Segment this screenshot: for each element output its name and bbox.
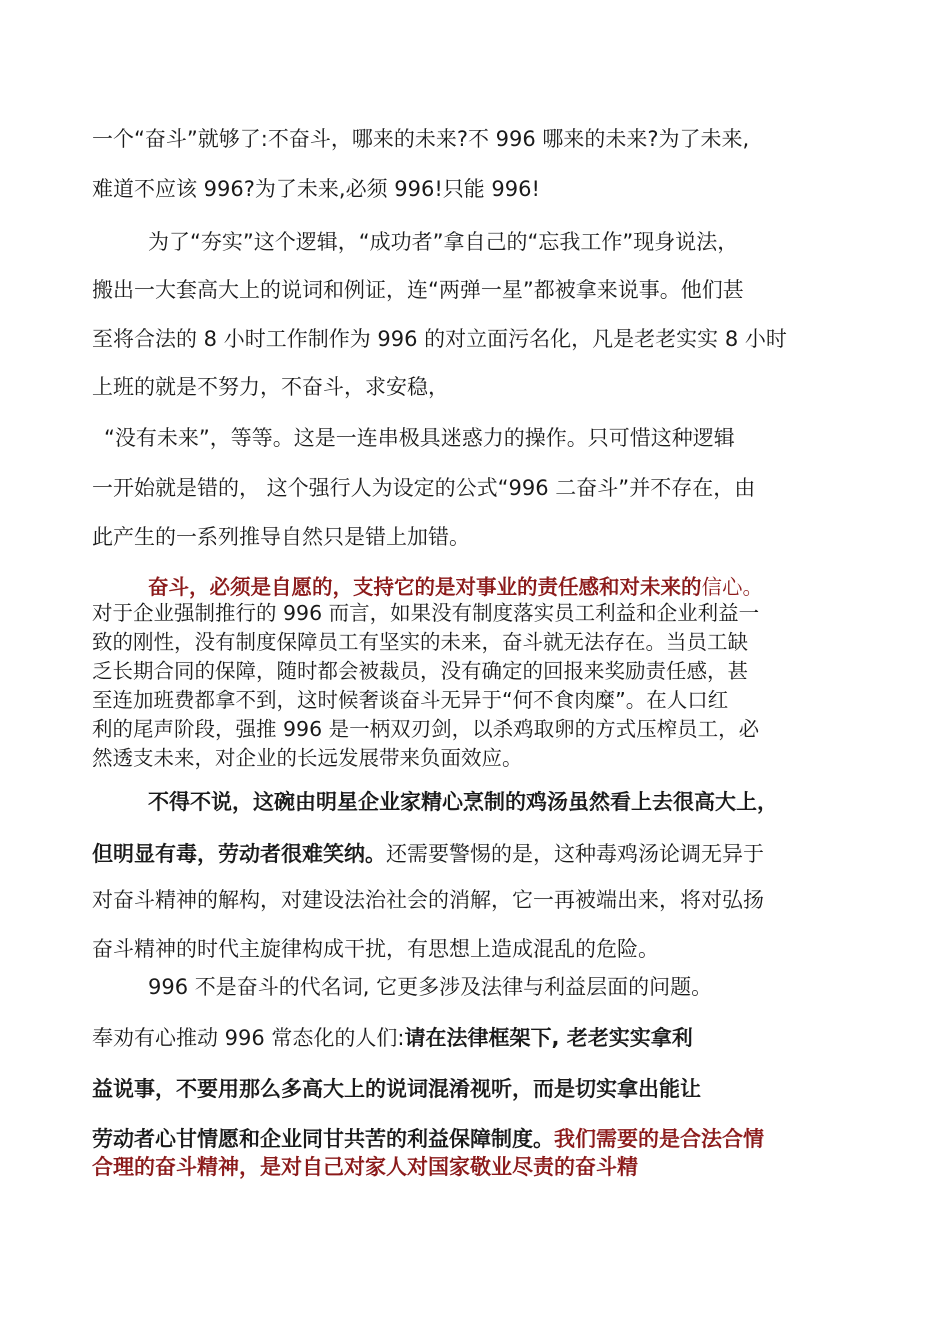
p2-line-1: 为了“夯实”这个逻辑，“成功者”拿自己的“忘我工作”现身说法， [148,230,739,254]
p2-line-2: 搬出一大套高大上的说词和例证，连“两弹一星”都被拿来说事。他们甚 [92,278,744,302]
p2-line-4: 上班的就是不努力，不奋斗，求安稳， [92,375,449,399]
p5-line-1: 996 不是奋斗的代名词, 它更多涉及法律与利益层面的问题。 [148,975,713,999]
p4-line-1: 不得不说，这碗由明星企业家精心烹制的鸡汤虽然看上去很高大上， [148,790,778,814]
p2-line-3: 至将合法的 8 小时工作制作为 996 的对立面污名化，凡是老老实实 8 小时 [92,327,787,351]
p4-line-4: 奋斗精神的时代主旋律构成干扰，有思想上造成混乱的危险。 [92,937,659,961]
p3-line-1 [148,575,918,600]
p6-line-2: 益说事，不要用那么多高大上的说词混淆视听，而是切实拿出能让 [92,1077,701,1101]
p2-line-5: “没有未来”，等等。这是一连串极具迷惑力的操作。只可惜这种逻辑 [104,426,735,450]
p6-emphasis-red: 我们需要的是合法合情 [554,1127,764,1151]
p3-line-7: 然透支未来，对企业的长远发展带来负面效应。 [92,746,523,770]
p6-line-1-bold: 请在法律框架下, 老老实实拿利 [404,1026,693,1050]
p6-line-1-plain: 奉劝有心推动 996 常态化的人们: [92,1026,405,1050]
p3-line-4: 乏长期合同的保障，随时都会被裁员，没有确定的回报来奖励责任感，甚 [92,659,748,683]
p2-line-7: 此产生的一系列推导自然只是错上加错。 [92,525,470,549]
p3-emphasis: 奋斗，必须是自愿的，支持它的是对事业的责任感和对未来的 [148,575,702,599]
p4-line-2-rest: 还需要警惕的是，这种毒鸡汤论调无异于 [386,842,764,866]
p2-line-6: 一开始就是错的， 这个强行人为设定的公式“996 二奋斗”并不存在，由 [92,476,756,500]
p4-line-3: 对奋斗精神的解构，对建设法治社会的消解，它一再被端出来，将对弘扬 [92,888,764,912]
p1-line-1: 一个“奋斗”就够了:不奋斗，哪来的未来?不 996 哪来的未来?为了未来, [92,127,750,151]
p6-line-4: 合理的奋斗精神，是对自己对家人对国家敬业尽责的奋斗精 [92,1155,638,1179]
p1-line-2: 难道不应该 996?为了未来,必须 996!只能 996! [92,177,540,201]
p6-line-3-bold: 劳动者心甘情愿和企业同甘共苦的利益保障制度。 [92,1127,554,1151]
p3-line-3: 致的刚性，没有制度保障员工有坚实的未来，奋斗就无法存在。当员工缺 [92,630,748,654]
p3-line-5: 至连加班费都拿不到，这时候奢谈奋斗无异于“何不食肉糜”。在人口红 [92,688,729,712]
p3-emphasis-tail: 信心。 [701,575,763,599]
p4-emphasis: 但明显有毒，劳动者很难笑纳。 [92,842,386,866]
p6-line-1 [92,1024,862,1052]
p3-line-6: 利的尾声阶段，强推 996 是一柄双刃剑，以杀鸡取卵的方式压榨员工，必 [92,717,760,741]
p3-line-2: 对于企业强制推行的 996 而言，如果没有制度落实员工利益和企业利益一 [92,601,760,625]
p6-line-3 [92,1125,862,1153]
p4-line-2 [92,840,862,868]
